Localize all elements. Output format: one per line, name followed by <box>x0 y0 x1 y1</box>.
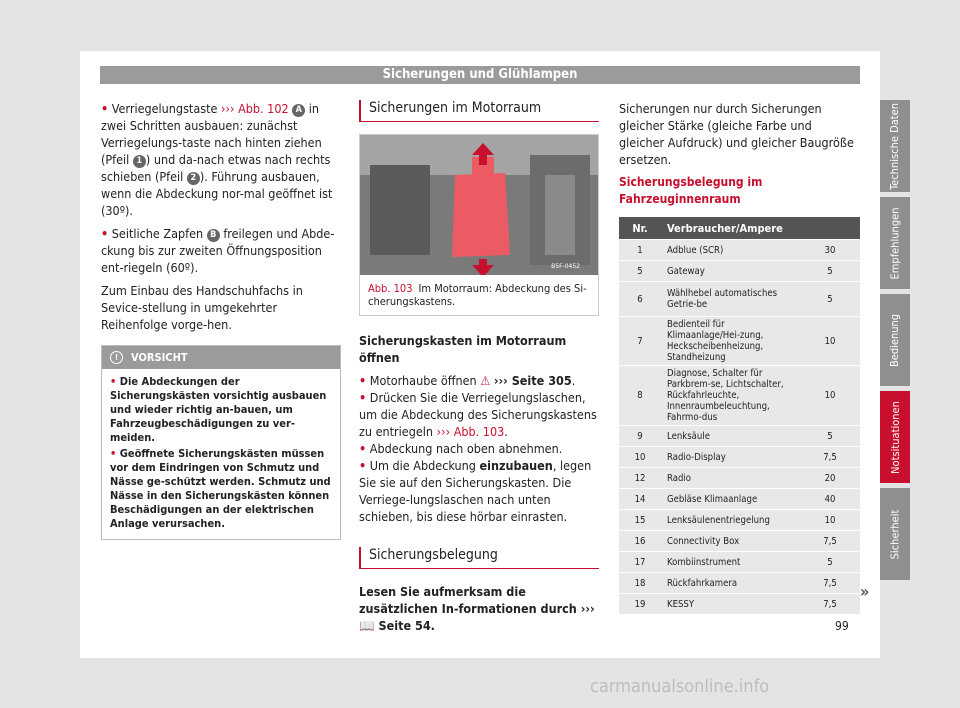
table-row <box>619 552 860 572</box>
step-install-cover: • Um die Abdeckung einzubauen, legen Sie sie auf den Sicherungskasten. Die Verriege-lungslaschen nach unten schieben, bis diese hörbar einrasten. <box>359 458 592 524</box>
fuse-ampere: 5 <box>800 426 860 446</box>
badge-1: 1 <box>133 155 146 168</box>
tab-sicherheit[interactable] <box>880 488 910 580</box>
tab-empfehlungen[interactable] <box>880 197 910 289</box>
tab-bedienung[interactable] <box>880 294 910 386</box>
column-left <box>101 100 341 540</box>
note-additional-info: Lesen Sie aufmerksam die zusätzlichen In-formationen durch ››› 📖 Seite 54. <box>359 584 595 633</box>
page-ref-305[interactable]: ››› Seite 305 <box>493 373 572 388</box>
subheading-open-fusebox: Sicherungskasten im Motorraum öffnen <box>359 333 567 365</box>
table-row <box>619 594 860 614</box>
caution-body <box>102 369 340 539</box>
bullet-icon: • <box>110 447 120 460</box>
table-row <box>619 447 860 467</box>
fuse-number: 1 <box>619 240 661 260</box>
fuse-number: 8 <box>619 366 661 425</box>
fuse-table-heading: Sicherungsbelegung im Fahrzeuginnenraum <box>619 175 763 206</box>
figure-ref-102[interactable]: ››› Abb. 102 <box>221 101 289 116</box>
tab-technische-daten[interactable] <box>880 100 910 192</box>
page-number: 99 <box>835 619 849 633</box>
fuse-consumer: Diagnose, Schalter für Parkbrem-se, Lichtschalter, Rückfahrleuchte, Innenraumbeleuchtung, Fahrmo-dus <box>661 366 800 425</box>
fuse-ampere: 5 <box>800 261 860 281</box>
fuse-ampere: 10 <box>800 366 860 425</box>
table-row <box>619 282 860 316</box>
watermark: carmanualsonline.info <box>590 676 770 697</box>
table-row <box>619 510 860 530</box>
fuse-number: 6 <box>619 282 661 316</box>
fuse-consumer: Gebläse Klimaanlage <box>661 489 800 509</box>
bullet-release-button: • Verriegelungstaste ››› Abb. 102 A in zwei Schritten ausbauen: zunächst Verriegelungs-taste nach hinten ziehen (Pfeil 1 ) und da-nach etwas nach rechts schieben (Pfeil 2 ). Führung ausbauen, wenn die Abdeckung nor-mal geöffnet ist (30º). <box>101 101 333 218</box>
step-remove-cover: • Abdeckung nach oben abnehmen. <box>359 441 563 456</box>
fuse-ampere: 10 <box>800 510 860 530</box>
fuse-number: 16 <box>619 531 661 551</box>
fuse-consumer: Radio-Display <box>661 447 800 467</box>
fuse-consumer: KESSY <box>661 594 800 614</box>
table-row <box>619 317 860 365</box>
table-row <box>619 366 860 425</box>
fuse-number: 14 <box>619 489 661 509</box>
table-row <box>619 426 860 446</box>
fuse-consumer: Connectivity Box <box>661 531 800 551</box>
table-row <box>619 573 860 593</box>
fuse-number: 5 <box>619 261 661 281</box>
tab-label: Empfehlungen <box>888 207 902 279</box>
header-consumer: Verbraucher/Ampere <box>661 217 860 239</box>
svg-text:B5F-0452: B5F-0452 <box>551 263 580 270</box>
fuse-ampere: 7,5 <box>800 447 860 467</box>
section-heading-engine-fuses: Sicherungen im Motorraum <box>359 100 599 122</box>
tab-label: Bedienung <box>888 313 902 367</box>
page-ref-54[interactable]: Seite 54 <box>374 618 431 633</box>
badge-2: 2 <box>187 172 200 185</box>
fuse-consumer: Wählhebel automatisches Getrie-be <box>661 282 800 316</box>
fuse-ampere: 7,5 <box>800 531 860 551</box>
fuse-consumer: Lenksäulenentriegelung <box>661 510 800 530</box>
installation-paragraph: Zum Einbau des Handschuhfachs in Sevice-stellung in umgekehrter Reihenfolge vorge-hen. <box>101 283 303 332</box>
fuse-consumer: Lenksäule <box>661 426 800 446</box>
fuse-ampere: 10 <box>800 317 860 365</box>
fuse-ampere: 20 <box>800 468 860 488</box>
table-row <box>619 261 860 281</box>
table-row <box>619 468 860 488</box>
bullet-side-pins: • Seitliche Zapfen B freilegen und Abde-ckung bis zur zweiten Öffnungsposition ent-riegeln (60º). <box>101 226 335 275</box>
fuse-number: 17 <box>619 552 661 572</box>
column-middle <box>359 100 599 640</box>
table-row <box>619 240 860 260</box>
caution-item: • Geöffnete Sicherungskästen müssen vor dem Eindringen von Schmutz und Nässe ge-schützt werden. Schmutz und Nässe in den Sicherungskästen können Beschädigungen an der elektrischen Anlage verursachen. <box>110 447 331 530</box>
fuse-ampere: 30 <box>800 240 860 260</box>
fuse-number: 10 <box>619 447 661 467</box>
section-heading-fuse-assignment: Sicherungsbelegung <box>359 547 599 569</box>
fuse-table <box>619 216 860 615</box>
bullet-icon: • <box>101 101 109 116</box>
badge-b: B <box>207 229 220 242</box>
table-row <box>619 489 860 509</box>
fuse-consumer: Adblue (SCR) <box>661 240 800 260</box>
figure-103 <box>359 134 599 316</box>
fuse-rows <box>619 240 860 614</box>
header-nr: Nr. <box>619 217 661 239</box>
fuse-consumer: Radio <box>661 468 800 488</box>
engine-bay-photo <box>360 135 598 275</box>
figure-ref-103[interactable]: ››› Abb. 103 <box>436 424 505 439</box>
warning-triangle-icon: ⚠ <box>480 373 491 388</box>
table-row <box>619 531 860 551</box>
fuse-ampere: 7,5 <box>800 594 860 614</box>
table-header-row <box>619 217 860 239</box>
figure-caption: Abb. 103 Im Motorraum: Abdeckung des Si-cherungskastens. <box>368 282 587 308</box>
badge-a: A <box>292 104 305 117</box>
fuse-number: 19 <box>619 594 661 614</box>
caution-box <box>101 345 341 540</box>
section-header: Sicherungen und Glühlampen <box>100 66 860 84</box>
column-right <box>619 100 860 615</box>
continue-mark: » <box>860 582 870 601</box>
fuse-ampere: 40 <box>800 489 860 509</box>
fuse-intro: Sicherungen nur durch Sicherungen gleicher Stärke (gleiche Farbe und gleicher Aufdruck) und gleicher Baugröße ersetzen. <box>619 101 854 167</box>
caution-header: ! VORSICHT <box>102 346 340 369</box>
bullet-icon: • <box>110 375 120 388</box>
fuse-consumer: Gateway <box>661 261 800 281</box>
caution-item: • Die Abdeckungen der Sicherungskästen vorsichtig ausbauen und wieder richtig an-bauen, um Fahrzeugbeschädigungen zu ver-meiden. <box>110 375 327 444</box>
fuse-consumer: Rückfahrkamera <box>661 573 800 593</box>
fuse-number: 9 <box>619 426 661 446</box>
warning-icon: ! <box>110 351 123 364</box>
fuse-number: 15 <box>619 510 661 530</box>
fuse-ampere: 7,5 <box>800 573 860 593</box>
fuse-number: 18 <box>619 573 661 593</box>
fuse-ampere: 5 <box>800 282 860 316</box>
tab-label: Notsituationen <box>888 400 902 474</box>
step-open-bonnet: • Motorhaube öffnen ⚠ ››› Seite 305. <box>359 373 576 388</box>
tab-notsituationen[interactable] <box>880 391 910 483</box>
tab-label: Sicherheit <box>888 509 902 559</box>
book-icon: 📖 <box>359 618 375 633</box>
fuse-number: 12 <box>619 468 661 488</box>
fuse-consumer: Kombiinstrument <box>661 552 800 572</box>
bullet-icon: • <box>101 226 109 241</box>
step-release-tabs: • Drücken Sie die Verriegelungslaschen, um die Abdeckung des Sicherungskastens zu entriegeln ››› Abb. 103. <box>359 390 597 439</box>
fuse-ampere: 5 <box>800 552 860 572</box>
fuse-consumer: Bedienteil für Klimaanlage/Hei-zung, Heckscheibenheizung, Standheizung <box>661 317 800 365</box>
fuse-number: 7 <box>619 317 661 365</box>
tab-label: Technische Daten <box>888 102 902 190</box>
